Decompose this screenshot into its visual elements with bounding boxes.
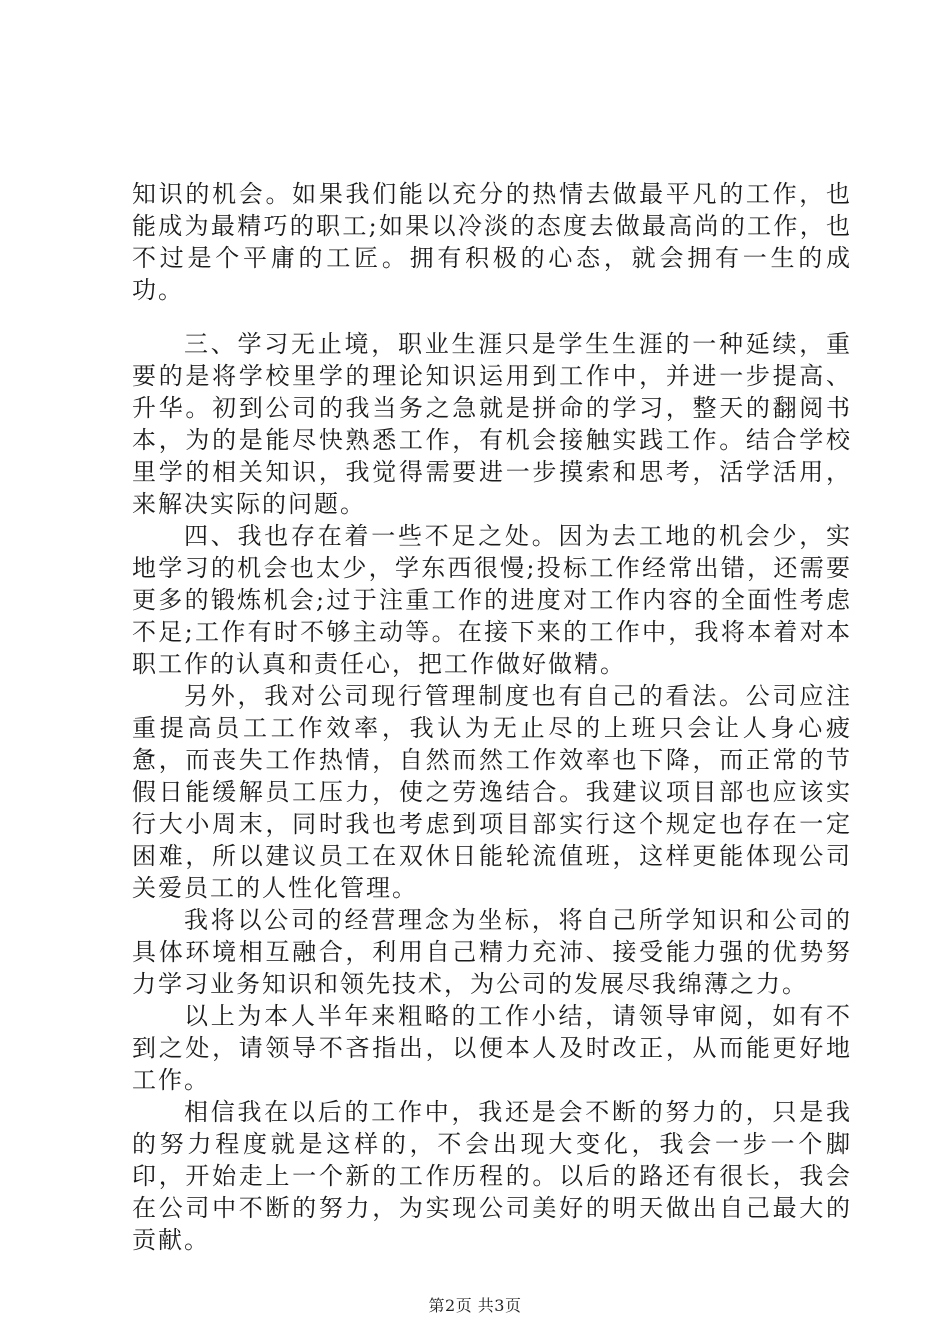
paragraph-3: 四、我也存在着一些不足之处。因为去工地的机会少，实地学习的机会也太少，学东西很慢;投标工作经常出错，还需要更多的锻炼机会;过于注重工作的进度对工作内容的全面性考虑不足;工作有时不够主动等。在接下来的工作中，我将本着对本职工作的认真和责任心，把工作做好做精。 [132, 522, 852, 678]
paragraph-5: 我将以公司的经营理念为坐标，将自己所学知识和公司的具体环境相互融合，利用自己精力充沛、接受能力强的优势努力学习业务知识和领先技术，为公司的发展尽我绵薄之力。 [132, 906, 852, 998]
page-number-footer: 第2页 共3页 [428, 1296, 522, 1315]
paragraph-6: 以上为本人半年来粗略的工作小结，请领导审阅，如有不到之处，请领导不吝指出，以便本人及时改正，从而能更好地工作。 [132, 1002, 852, 1094]
paragraph-2: 三、学习无止境，职业生涯只是学生生涯的一种延续，重要的是将学校里学的理论知识运用到工作中，并进一步提高、升华。初到公司的我当务之急就是拼命的学习，整天的翻阅书本，为的是能尽快熟悉工作，有机会接触实践工作。结合学校里学的相关知识，我觉得需要进一步摸索和思考，活学活用，来解决实际的问题。 [132, 330, 852, 518]
paragraph-gap [132, 306, 852, 328]
paragraph-1: 知识的机会。如果我们能以充分的热情去做最平凡的工作，也能成为最精巧的职工;如果以冷淡的态度去做最高尚的工作，也不过是个平庸的工匠。拥有积极的心态，就会拥有一生的成功。 [132, 180, 852, 304]
paragraph-7: 相信我在以后的工作中，我还是会不断的努力的，只是我的努力程度就是这样的，不会出现大变化，我会一步一个脚印，开始走上一个新的工作历程的。以后的路还有很长，我会在公司中不断的努力，为实现公司美好的明天做出自己最大的贡献。 [132, 1098, 852, 1254]
document-body [132, 178, 852, 1256]
paragraph-4: 另外，我对公司现行管理制度也有自己的看法。公司应注重提高员工工作效率，我认为无止尽的上班只会让人身心疲惫，而丧失工作热情，自然而然工作效率也下降，而正常的节假日能缓解员工压力，使之劳逸结合。我建议项目部也应该实行大小周末，同时我也考虑到项目部实行这个规定也存在一定困难，所以建议员工在双休日能轮流值班，这样更能体现公司关爱员工的人性化管理。 [132, 682, 852, 902]
